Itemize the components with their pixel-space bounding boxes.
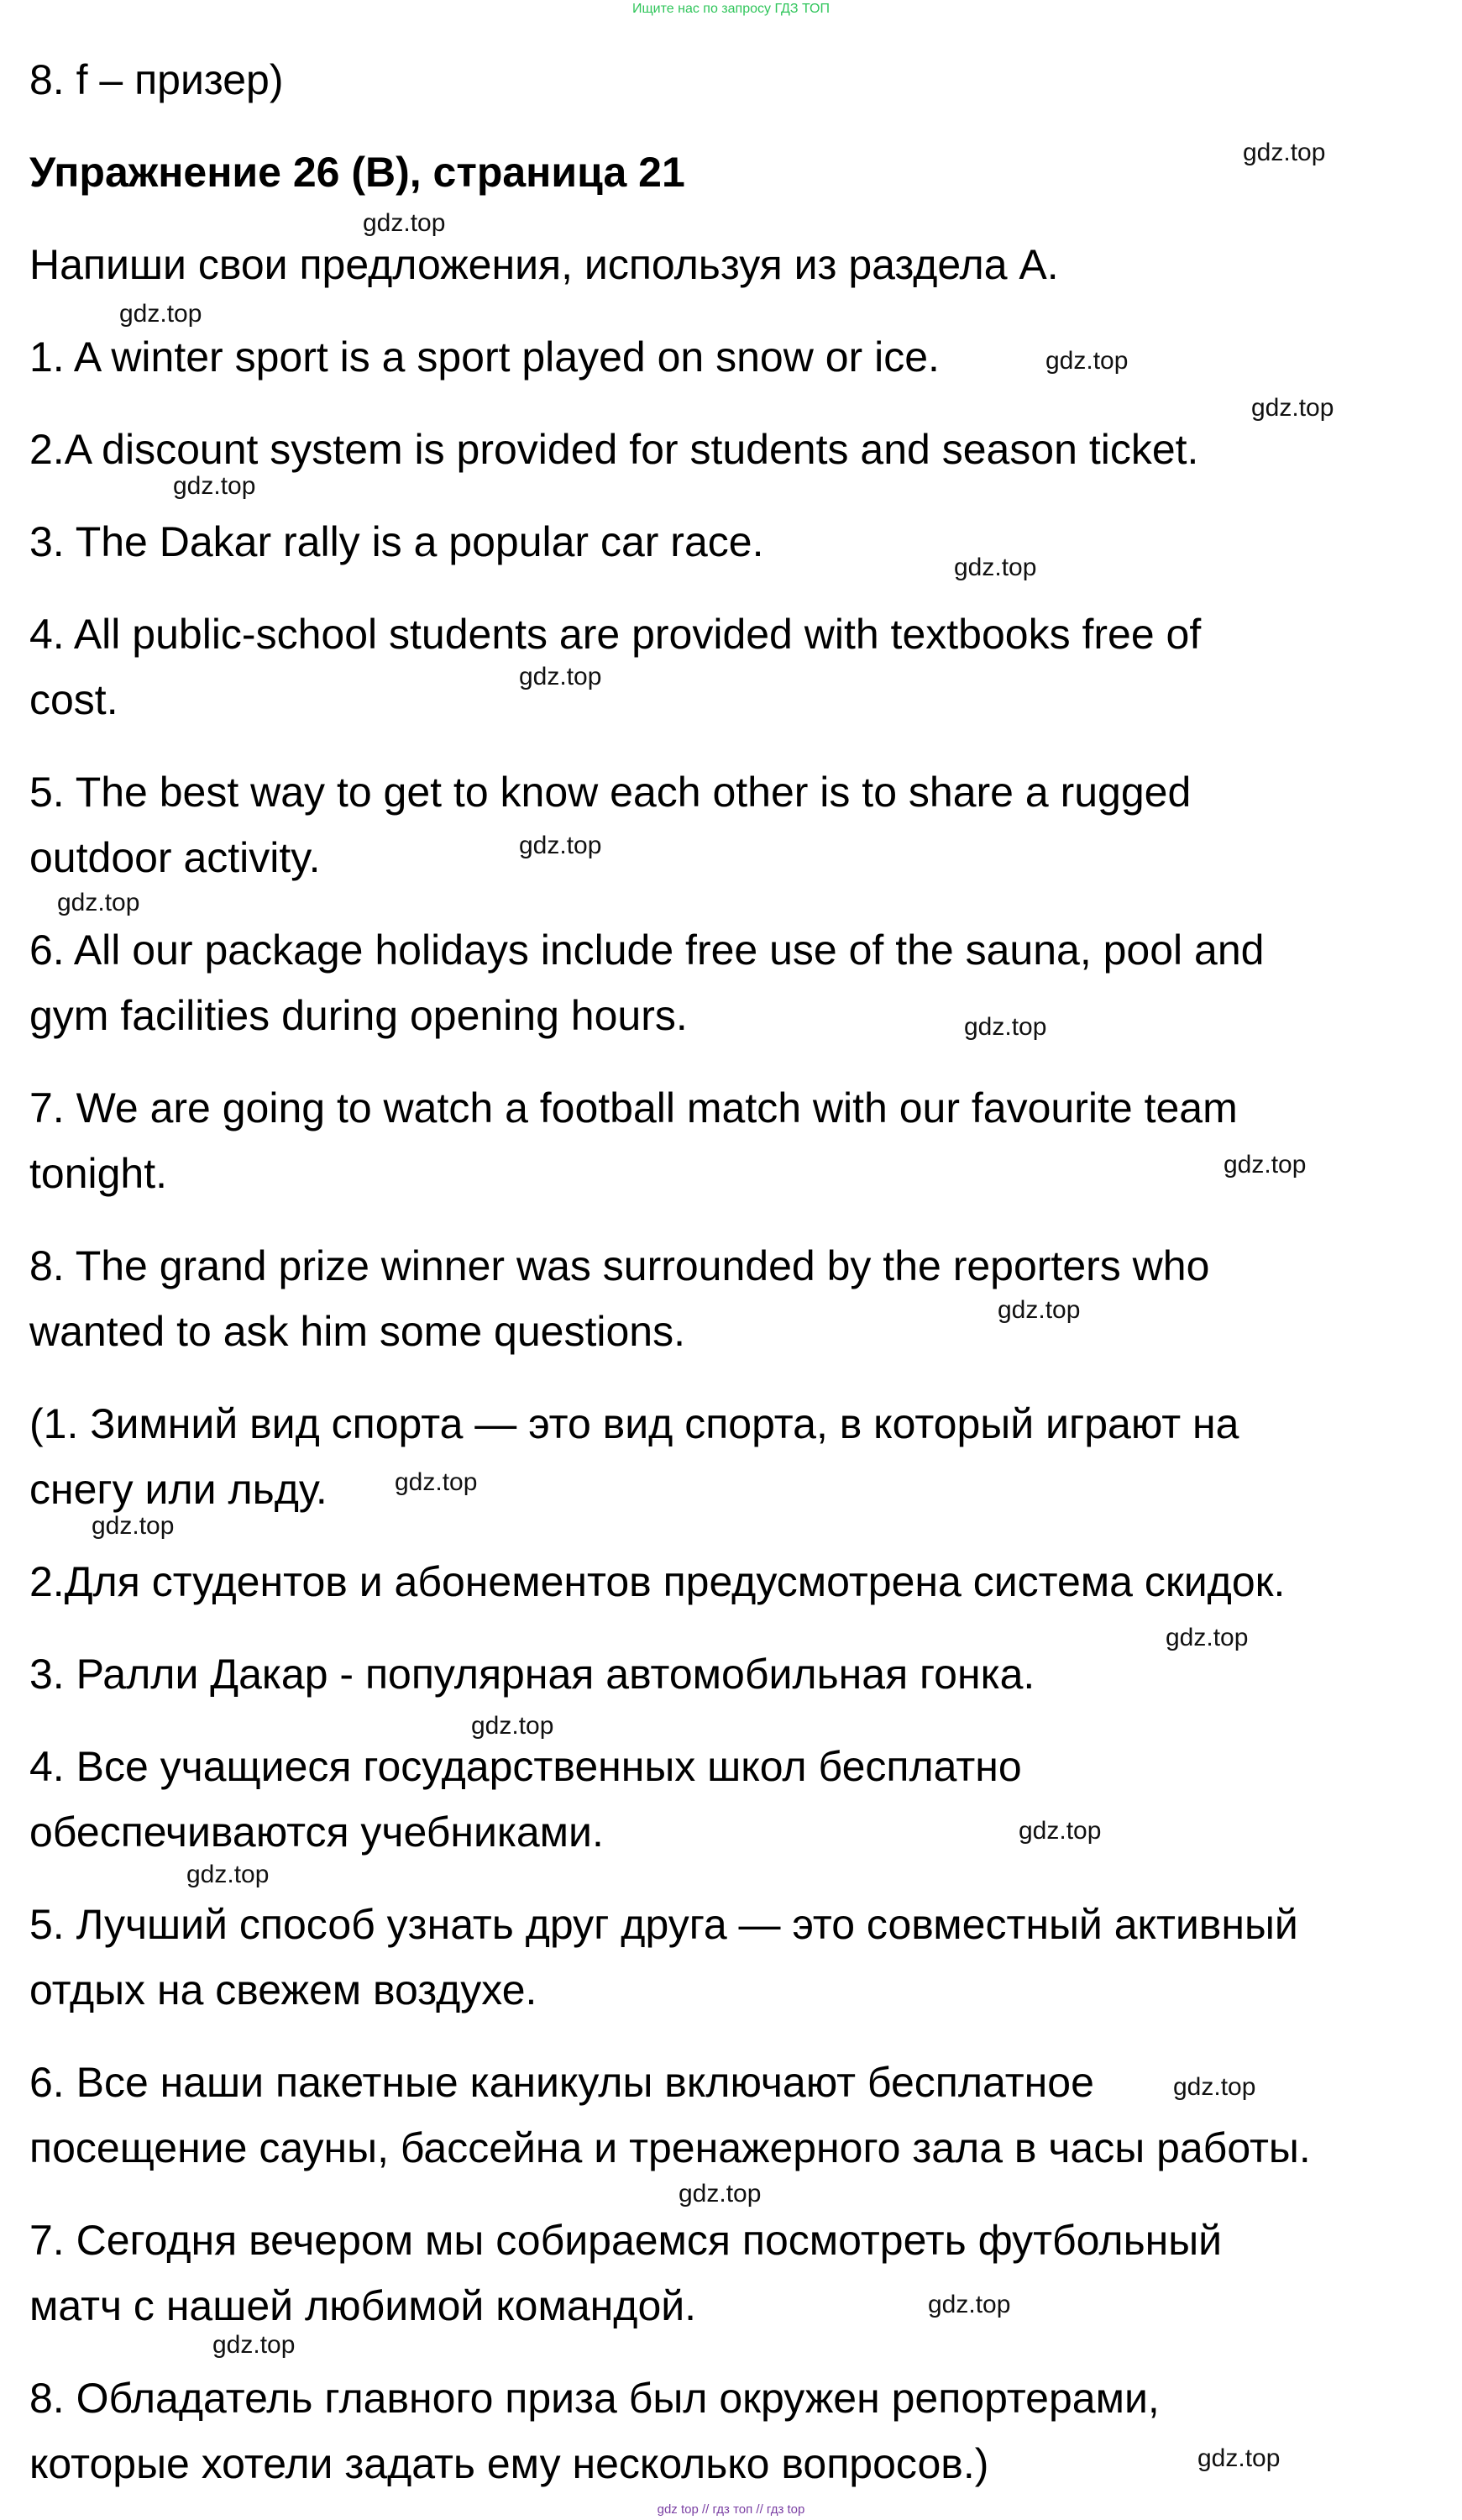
watermark: gdz.top	[395, 1468, 478, 1496]
watermark: gdz.top	[92, 1512, 175, 1540]
english-line-8: 8. The grand prize winner was surrounded by the reporters who	[29, 1242, 1210, 1289]
footer-links[interactable]: gdz top // гдз топ // гдз top	[657, 2502, 805, 2517]
watermark: gdz.top	[1251, 394, 1334, 422]
watermark: gdz.top	[1243, 139, 1326, 166]
watermark: gdz.top	[679, 2180, 762, 2208]
watermark: gdz.top	[519, 832, 602, 859]
russian-line-6: 6. Все наши пакетные каникулы включают бесплатное	[29, 2059, 1094, 2106]
watermark: gdz.top	[471, 1712, 554, 1740]
watermark: gdz.top	[928, 2291, 1011, 2318]
watermark: gdz.top	[964, 1013, 1047, 1041]
watermark: gdz.top	[363, 209, 446, 237]
previous-answer-line: 8. f – призер)	[29, 56, 284, 103]
english-line-7-cont: tonight.	[29, 1150, 168, 1197]
top-banner: Ищите нас по запросу ГДЗ ТОП	[632, 2, 830, 16]
english-line-1: 1. A winter sport is a sport played on snow or ice.	[29, 333, 940, 381]
watermark: gdz.top	[1166, 1624, 1249, 1651]
watermark: gdz.top	[212, 2331, 296, 2359]
russian-line-1: (1. Зимний вид спорта — это вид спорта, в который играют на	[29, 1400, 1239, 1447]
watermark: gdz.top	[998, 1296, 1081, 1324]
exercise-heading: Упражнение 26 (B), страница 21	[29, 149, 685, 196]
russian-line-2: 2.Для студентов и абонементов предусмотрена система скидок.	[29, 1558, 1286, 1605]
russian-line-4-cont: обеспечиваются учебниками.	[29, 1809, 604, 1856]
watermark: gdz.top	[1019, 1817, 1102, 1845]
watermark: gdz.top	[119, 300, 202, 328]
english-line-5: 5. The best way to get to know each other is to share a rugged	[29, 769, 1192, 816]
english-line-4: 4. All public-school students are provided with textbooks free of	[29, 611, 1202, 658]
english-line-6-cont: gym facilities during opening hours.	[29, 992, 688, 1039]
watermark: gdz.top	[1173, 2073, 1256, 2101]
watermark: gdz.top	[1045, 347, 1129, 375]
watermark: gdz.top	[519, 663, 602, 690]
russian-line-7: 7. Сегодня вечером мы собираемся посмотреть футбольный	[29, 2217, 1223, 2264]
english-line-8-cont: wanted to ask him some questions.	[29, 1308, 685, 1355]
russian-line-6-cont: посещение сауны, бассейна и тренажерного зала в часы работы.	[29, 2124, 1311, 2171]
watermark: gdz.top	[173, 472, 256, 500]
english-line-4-cont: cost.	[29, 676, 118, 723]
english-line-3: 3. The Dakar rally is a popular car race.	[29, 518, 764, 565]
russian-line-8-cont: которые хотели задать ему несколько вопросов.)	[29, 2440, 989, 2487]
watermark: gdz.top	[1197, 2444, 1281, 2472]
task-instruction: Напиши свои предложения, используя из раздела А.	[29, 241, 1059, 288]
english-line-6: 6. All our package holidays include free use of the sauna, pool and	[29, 927, 1265, 974]
russian-line-3: 3. Ралли Дакар - популярная автомобильная гонка.	[29, 1651, 1035, 1698]
watermark: gdz.top	[186, 1861, 270, 1888]
watermark: gdz.top	[1224, 1151, 1307, 1179]
russian-line-1-cont: снегу или льду.	[29, 1466, 328, 1513]
english-line-7: 7. We are going to watch a football match with our favourite team	[29, 1084, 1238, 1131]
english-line-2: 2.A discount system is provided for students and season ticket.	[29, 426, 1199, 473]
russian-line-8: 8. Обладатель главного приза был окружен репортерами,	[29, 2375, 1160, 2422]
russian-line-5: 5. Лучший способ узнать друг друга — это совместный активный	[29, 1901, 1298, 1948]
russian-line-4: 4. Все учащиеся государственных школ бесплатно	[29, 1743, 1022, 1790]
english-line-5-cont: outdoor activity.	[29, 834, 321, 881]
russian-line-7-cont: матч с нашей любимой командой.	[29, 2282, 697, 2329]
watermark: gdz.top	[57, 889, 140, 916]
russian-line-5-cont: отдых на свежем воздухе.	[29, 1966, 537, 2013]
watermark: gdz.top	[954, 554, 1037, 581]
